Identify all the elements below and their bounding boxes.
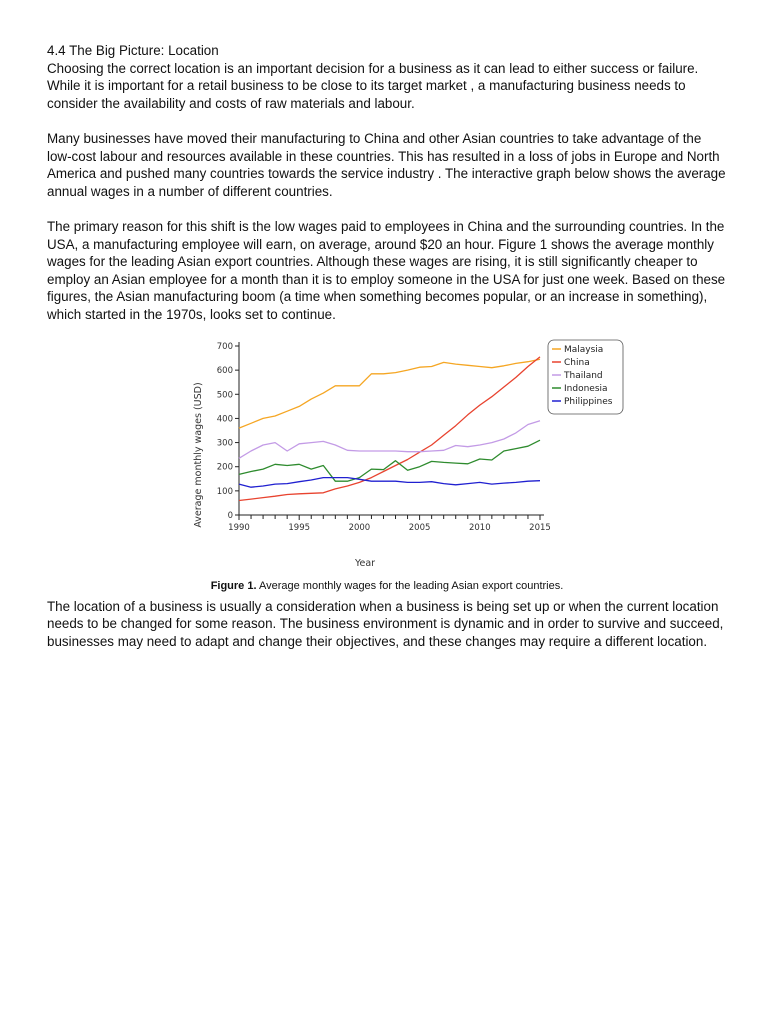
x-tick-label: 2005	[408, 522, 431, 533]
legend-label: Indonesia	[564, 383, 608, 394]
x-tick-label: 2010	[468, 522, 491, 533]
paragraph-3: The primary reason for this shift is the low wages paid to employees in China and the surrounding countries. In the USA, a manufacturing employee will earn, on average, around $20 an hour. Figure 1 shows the average monthly wages for the leading Asian export countries. Although these wages are rising, it is still significantly cheaper to employ an Asian employee for a month than it is to employ someone in the USA for just one week. Based on these figures, the Asian manufacturing boom (a time when something becomes popular, or an increase in something), which started in the 1970s, looks set to continue.	[47, 218, 726, 322]
legend-label: Philippines	[564, 396, 613, 407]
y-tick-label: 500	[216, 389, 233, 400]
x-tick-label: 1990	[228, 522, 250, 533]
paragraph-1: Choosing the correct location is an important decision for a business as it can lead to either success or failure. While it is important for a retail business to be close to its target market , a manufacturing business needs to consider the availability and costs of raw materials and labour.	[47, 60, 699, 111]
figure-1	[47, 338, 727, 578]
y-tick-label: 200	[216, 462, 233, 473]
legend-label: Malaysia	[564, 344, 604, 355]
y-tick-label: 0	[227, 510, 233, 521]
document-page	[47, 42, 727, 650]
y-axis-label: Average monthly wages (USD)	[193, 381, 204, 528]
y-tick-label: 100	[216, 486, 233, 497]
series-line-china	[239, 356, 540, 500]
series-line-thailand	[239, 420, 540, 458]
x-axis-label: Year	[354, 557, 376, 569]
wages-line-chart	[187, 338, 613, 569]
caption-label: Figure 1.	[210, 579, 257, 592]
legend-label: Thailand	[564, 370, 603, 381]
chart-legend	[548, 340, 623, 414]
caption-text: Average monthly wages for the leading Asian export countries.	[256, 579, 564, 592]
figure-caption	[47, 580, 727, 592]
chart-series	[239, 356, 540, 500]
chart-axes	[217, 342, 551, 533]
paragraph-4: The location of a business is usually a consideration when a business is being set up or when the current location needs to be changed for some reason. The business environment is dynamic and in order to survive and succeed, businesses may need to adapt and change their objectives, and these changes may require a different location.	[47, 598, 724, 649]
y-tick-label: 700	[216, 341, 233, 352]
x-tick-label: 1995	[288, 522, 311, 533]
x-tick-label: 2000	[348, 522, 371, 533]
paragraph-2: Many businesses have moved their manufacturing to China and other Asian countries to take advantage of the low-cost labour and resources available in these countries. This has resulted in a loss of jobs in Europe and North America and pushed many countries towards the service industry . The interactive graph below shows the average annual wages in a number of different countries.	[47, 130, 726, 199]
series-line-philippines	[239, 477, 540, 487]
y-tick-label: 300	[216, 438, 233, 449]
y-tick-label: 600	[216, 365, 233, 376]
y-tick-label: 400	[216, 413, 233, 424]
series-line-indonesia	[239, 440, 540, 481]
x-tick-label: 2015	[529, 522, 551, 533]
section-heading: 4.4 The Big Picture: Location	[47, 43, 219, 58]
legend-label: China	[564, 357, 590, 368]
